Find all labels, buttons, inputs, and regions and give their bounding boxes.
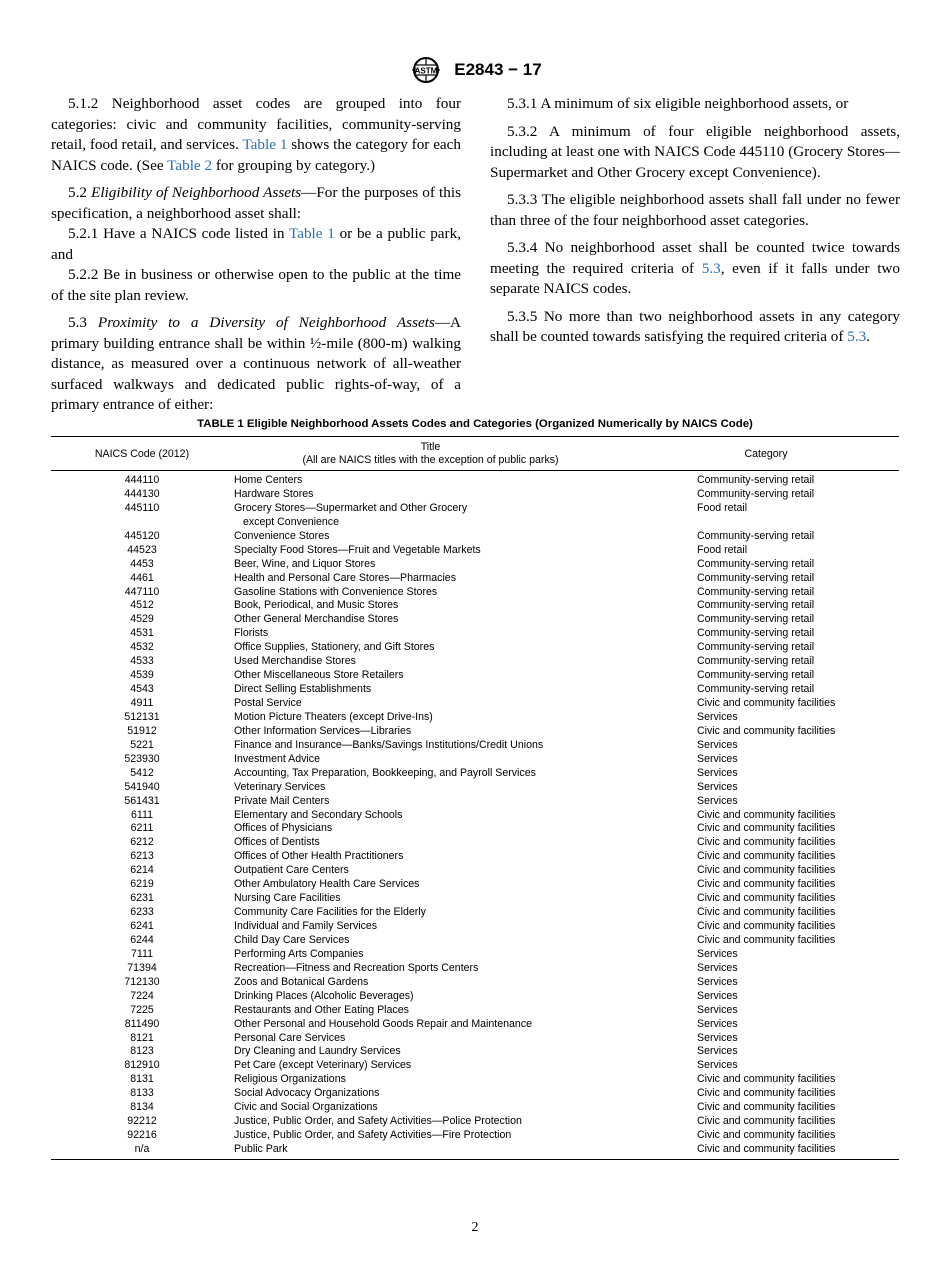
cell-naics-code: 4461	[130, 571, 154, 584]
cell-category: Community-serving retail	[697, 487, 815, 500]
cell-title: Outpatient Care Centers	[234, 864, 349, 877]
cell-title: Hardware Stores	[234, 487, 314, 500]
section-5-3-link[interactable]: 5.3	[847, 328, 867, 345]
cell-category: Food retail	[697, 543, 748, 556]
cell-naics-code: 6211	[130, 822, 154, 835]
table-row	[51, 1032, 899, 1046]
cell-naics-code: 4543	[130, 683, 154, 696]
table-row	[51, 1073, 899, 1087]
cell-category: Services	[697, 752, 738, 765]
page-number: 2	[471, 1220, 479, 1235]
cell-category: Services	[697, 794, 738, 807]
cell-title: Specialty Food Stores—Fruit and Vegetable Markets	[234, 543, 481, 556]
table-row	[51, 697, 899, 711]
paragraph-5-3: 5.3 Proximity to a Diversity of Neighborhood Assets—A primary building entrance shall be within ½-mile (800-m) walking distance, as measured over a continuous network of all-weather surfaced walkways and dedicated public rights-of-way, of a primary entrance of either:	[51, 314, 462, 413]
cell-category: Services	[697, 947, 738, 960]
table-row	[51, 934, 899, 948]
header-title: Title (All are NAICS titles with the exception of public parks)	[302, 441, 559, 466]
cell-category: Community-serving retail	[697, 613, 815, 626]
left-column	[51, 94, 461, 423]
cell-title: Other General Merchandise Stores	[234, 613, 399, 626]
cell-title: Convenience Stores	[234, 529, 330, 542]
table-row	[51, 948, 899, 962]
cell-naics-code: 512131	[124, 710, 160, 723]
table-row	[51, 669, 899, 683]
cell-title: Restaurants and Other Eating Places	[234, 1003, 409, 1016]
cell-title: Health and Personal Care Stores—Pharmacies	[234, 571, 456, 584]
table-1-link[interactable]: Table 1	[242, 136, 288, 153]
cell-naics-code: 92216	[127, 1129, 157, 1142]
table-row	[51, 1087, 899, 1101]
cell-category: Civic and community facilities	[697, 864, 836, 877]
cell-category: Services	[697, 961, 738, 974]
page-header	[0, 56, 950, 84]
cell-category: Community-serving retail	[697, 669, 815, 682]
table-row	[51, 822, 899, 836]
svg-text:ASTM: ASTM	[414, 66, 438, 76]
cell-naics-code: 561431	[124, 794, 160, 807]
cell-title: Finance and Insurance—Banks/Savings Institutions/Credit Unions	[234, 738, 544, 751]
cell-title: Child Day Care Services	[234, 933, 350, 946]
cell-naics-code: 4532	[130, 641, 154, 654]
cell-title: Elementary and Secondary Schools	[234, 808, 403, 821]
cell-title: Other Information Services—Libraries	[234, 724, 412, 737]
cell-category: Civic and community facilities	[697, 906, 836, 919]
cell-title: Personal Care Services	[234, 1031, 346, 1044]
cell-title: Other Personal and Household Goods Repair and Maintenance	[234, 1017, 532, 1030]
cell-naics-code: 447110	[124, 585, 160, 598]
cell-title: Community Care Facilities for the Elderly	[234, 906, 426, 919]
cell-naics-code: 4539	[130, 669, 154, 682]
cell-category: Civic and community facilities	[697, 892, 836, 905]
cell-title: Drinking Places (Alcoholic Beverages)	[234, 989, 414, 1002]
cell-category: Services	[697, 766, 738, 779]
table-row	[51, 976, 899, 990]
cell-title: Other Miscellaneous Store Retailers	[234, 669, 404, 682]
table-row	[51, 544, 899, 558]
cell-category: Services	[697, 1017, 738, 1030]
cell-title: Offices of Physicians	[234, 822, 333, 835]
cell-category: Services	[697, 1003, 738, 1016]
cell-naics-code: 51912	[127, 724, 157, 737]
cell-title: Grocery Stores—Supermarket and Other Grocery except Convenience	[234, 501, 468, 528]
cell-category: Services	[697, 780, 738, 793]
table-row	[51, 1045, 899, 1059]
cell-title: Accounting, Tax Preparation, Bookkeeping, and Payroll Services	[234, 766, 536, 779]
cell-title: Private Mail Centers	[234, 794, 330, 807]
cell-naics-code: 6214	[130, 864, 154, 877]
cell-title: Veterinary Services	[234, 780, 326, 793]
table-row	[51, 530, 899, 544]
paragraph-5-3-5: 5.3.5 No more than two neighborhood assets in any category shall be counted towards satisfying the required criteria of 5.3.	[490, 307, 900, 345]
cell-title: Home Centers	[234, 474, 303, 486]
cell-title: Dry Cleaning and Laundry Services	[234, 1045, 401, 1058]
cell-title: Recreation—Fitness and Recreation Sports Centers	[234, 961, 479, 974]
table-row	[51, 1115, 899, 1129]
astm-logo-icon	[408, 56, 444, 84]
cell-title: Gasoline Stations with Convenience Stores	[234, 585, 438, 598]
cell-title: Nursing Care Facilities	[234, 892, 341, 905]
table-row	[51, 655, 899, 669]
cell-title: Beer, Wine, and Liquor Stores	[234, 557, 376, 570]
table-bottom-rule	[51, 1159, 899, 1160]
cell-category: Civic and community facilities	[697, 1073, 836, 1086]
cell-category: Services	[697, 710, 738, 723]
cell-category: Civic and community facilities	[697, 1143, 836, 1156]
paragraph-5-3-1: 5.3.1 A minimum of six eligible neighborhood assets, or	[507, 95, 849, 112]
cell-category: Community-serving retail	[697, 474, 815, 486]
table-row	[51, 502, 899, 530]
cell-naics-code: 4531	[130, 627, 154, 640]
table-caption: TABLE 1 Eligible Neighborhood Assets Codes and Categories (Organized Numerically by NAICS Code)	[197, 418, 753, 430]
cell-naics-code: 8133	[130, 1087, 154, 1100]
cell-naics-code: 6233	[130, 906, 154, 919]
cell-category: Civic and community facilities	[697, 1115, 836, 1128]
cell-title: Offices of Other Health Practitioners	[234, 850, 404, 863]
paragraph-5-1-2: 5.1.2 Neighborhood asset codes are grouped into four categories: civic and community facilities, community-serving retail, food retail, and services. Table 1 shows the category for each NAICS code. (See Table 2 for grouping by category.)	[51, 95, 462, 174]
cell-category: Community-serving retail	[697, 529, 815, 542]
cell-naics-code: 7224	[130, 989, 154, 1002]
paragraph-5-3-4: 5.3.4 No neighborhood asset shall be counted twice towards meeting the required criteria of 5.3, even if it falls under two separate NAICS codes.	[490, 239, 900, 297]
cell-naics-code: 8134	[130, 1101, 154, 1114]
cell-category: Community-serving retail	[697, 599, 815, 612]
table-1-link[interactable]: Table 1	[289, 225, 335, 242]
table-row	[51, 781, 899, 795]
cell-naics-code: 6244	[130, 933, 154, 946]
cell-title: Used Merchandise Stores	[234, 655, 356, 668]
cell-category: Civic and community facilities	[697, 850, 836, 863]
header-category: Category	[744, 448, 788, 460]
cell-naics-code: 8123	[130, 1045, 154, 1058]
table-row	[51, 711, 899, 725]
cell-naics-code: 445120	[124, 529, 160, 542]
table-row	[51, 725, 899, 739]
cell-naics-code: 6212	[130, 836, 154, 849]
table-row	[51, 920, 899, 934]
cell-naics-code: n/a	[134, 1143, 150, 1156]
cell-naics-code: 445110	[124, 501, 160, 514]
table-header	[51, 437, 899, 471]
table-row	[51, 558, 899, 572]
table-row	[51, 878, 899, 892]
cell-category: Community-serving retail	[697, 571, 815, 584]
cell-title: Florists	[234, 627, 269, 640]
table-row	[51, 1018, 899, 1032]
table-row	[51, 1059, 899, 1073]
cell-title: Book, Periodical, and Music Stores	[234, 599, 399, 612]
cell-naics-code: 7225	[130, 1003, 154, 1016]
table-row	[51, 586, 899, 600]
cell-naics-code: 541940	[124, 780, 160, 793]
cell-naics-code: 4512	[130, 599, 154, 612]
cell-naics-code: 7111	[131, 947, 153, 960]
cell-naics-code: 811490	[124, 1017, 160, 1030]
cell-title: Performing Arts Companies	[234, 947, 364, 960]
table-row	[51, 850, 899, 864]
cell-category: Civic and community facilities	[697, 878, 836, 891]
cell-naics-code: 523930	[124, 752, 160, 765]
table-row	[51, 767, 899, 781]
table-row	[51, 613, 899, 627]
cell-naics-code: 6219	[130, 878, 154, 891]
cell-category: Civic and community facilities	[697, 933, 836, 946]
table-row	[51, 683, 899, 697]
cell-category: Civic and community facilities	[697, 1101, 836, 1114]
paragraph-5-2-2: 5.2.2 Be in business or otherwise open to the public at the time of the site plan review.	[51, 266, 461, 304]
cell-title: Social Advocacy Organizations	[234, 1087, 380, 1100]
cell-category: Civic and community facilities	[697, 920, 836, 933]
paragraph-5-3-2: 5.3.2 A minimum of four eligible neighborhood assets, including at least one with NAICS Code 445110 (Grocery Stores—Supermarket and Other Grocery except Convenience).	[490, 122, 900, 181]
cell-category: Services	[697, 1031, 738, 1044]
cell-category: Services	[697, 1045, 738, 1058]
table-row	[51, 1129, 899, 1143]
cell-title: Individual and Family Services	[234, 920, 378, 933]
cell-naics-code: 8121	[130, 1031, 154, 1044]
cell-category: Community-serving retail	[697, 683, 815, 696]
table-row	[51, 1143, 899, 1157]
cell-title: Justice, Public Order, and Safety Activities—Fire Protection	[234, 1129, 512, 1142]
cell-naics-code: 6241	[130, 920, 154, 933]
cell-title: Office Supplies, Stationery, and Gift Stores	[234, 641, 435, 654]
table-body	[51, 471, 899, 1157]
cell-category: Civic and community facilities	[697, 1129, 836, 1142]
cell-naics-code: 444110	[124, 474, 160, 486]
cell-naics-code: 444130	[124, 487, 160, 500]
cell-naics-code: 44523	[127, 543, 157, 556]
cell-category: Community-serving retail	[697, 655, 815, 668]
table-row	[51, 474, 899, 488]
table-row	[51, 892, 899, 906]
cell-category: Civic and community facilities	[697, 836, 836, 849]
cell-category: Services	[697, 975, 738, 988]
cell-naics-code: 6213	[130, 850, 154, 863]
cell-title: Motion Picture Theaters (except Drive-Ins)	[234, 710, 433, 723]
cell-category: Services	[697, 738, 738, 751]
table-row	[51, 990, 899, 1004]
cell-category: Community-serving retail	[697, 627, 815, 640]
standard-designation: E2843 − 17	[454, 60, 542, 79]
table-row	[51, 906, 899, 920]
cell-naics-code: 92212	[127, 1115, 157, 1128]
cell-naics-code: 4529	[130, 613, 154, 626]
table-row	[51, 1004, 899, 1018]
cell-naics-code: 4533	[130, 655, 154, 668]
cell-category: Civic and community facilities	[697, 1087, 836, 1100]
table-row	[51, 753, 899, 767]
table-row	[51, 739, 899, 753]
cell-naics-code: 6231	[130, 892, 154, 905]
cell-naics-code: 812910	[124, 1059, 160, 1072]
paragraph-5-2: 5.2 Eligibility of Neighborhood Assets—For the purposes of this specification, a neighborhood asset shall:	[51, 184, 461, 222]
table-row	[51, 795, 899, 809]
table-row	[51, 572, 899, 586]
table-row	[51, 641, 899, 655]
table-row	[51, 836, 899, 850]
cell-title: Justice, Public Order, and Safety Activities—Police Protection	[234, 1115, 522, 1128]
cell-title: Public Park	[234, 1143, 288, 1156]
cell-naics-code: 71394	[127, 961, 157, 974]
paragraph-5-2-1: 5.2.1 Have a NAICS code listed in Table 1 or be a public park, and	[51, 225, 461, 263]
cell-category: Civic and community facilities	[697, 822, 836, 835]
table-row	[51, 599, 899, 613]
cell-naics-code: 712130	[124, 975, 160, 988]
table-row	[51, 488, 899, 502]
cell-title: Investment Advice	[234, 752, 320, 765]
cell-category: Civic and community facilities	[697, 697, 836, 710]
table-row	[51, 864, 899, 878]
cell-title: Postal Service	[234, 697, 302, 710]
header-naics-code: NAICS Code (2012)	[94, 448, 190, 460]
table-row	[51, 1101, 899, 1115]
cell-category: Community-serving retail	[697, 585, 815, 598]
table-2-link[interactable]: Table 2	[167, 156, 213, 174]
cell-naics-code: 8131	[130, 1073, 154, 1086]
naics-table	[51, 436, 899, 1160]
cell-category: Services	[697, 989, 738, 1002]
table-row	[51, 627, 899, 641]
cell-category: Food retail	[697, 501, 748, 514]
cell-category: Civic and community facilities	[697, 724, 836, 737]
cell-category: Civic and community facilities	[697, 808, 836, 821]
cell-category: Services	[697, 1059, 738, 1072]
cell-naics-code: 5412	[130, 766, 154, 779]
cell-title: Direct Selling Establishments	[234, 683, 372, 696]
cell-naics-code: 5221	[130, 738, 154, 751]
table-row	[51, 962, 899, 976]
right-column	[490, 94, 900, 355]
cell-title: Civic and Social Organizations	[234, 1101, 378, 1114]
cell-category: Community-serving retail	[697, 641, 815, 654]
table-row	[51, 809, 899, 823]
cell-title: Religious Organizations	[234, 1073, 346, 1086]
cell-title: Other Ambulatory Health Care Services	[234, 878, 420, 891]
section-5-3-link[interactable]: 5.3	[701, 259, 721, 277]
cell-naics-code: 4911	[130, 697, 154, 710]
cell-title: Offices of Dentists	[234, 836, 320, 849]
cell-title: Pet Care (except Veterinary) Services	[234, 1059, 412, 1072]
cell-naics-code: 4453	[130, 557, 154, 570]
paragraph-5-3-3: 5.3.3 The eligible neighborhood assets shall fall under no fewer than three of the four neighborhood asset categories.	[490, 191, 900, 229]
cell-title: Zoos and Botanical Gardens	[234, 975, 369, 988]
cell-category: Community-serving retail	[697, 557, 815, 570]
cell-naics-code: 6111	[131, 808, 153, 821]
